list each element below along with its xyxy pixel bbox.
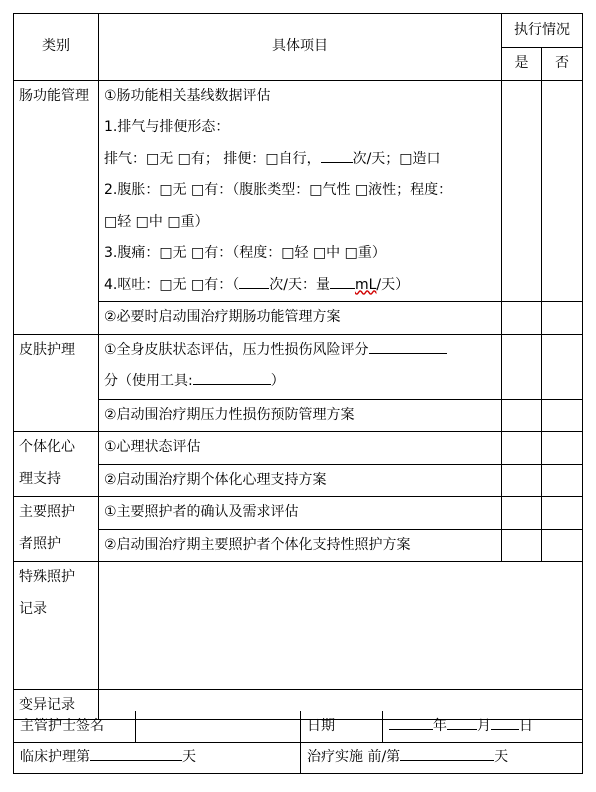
skin-plan-row	[14, 399, 583, 432]
skin-line-2a: 分（使用工具:	[104, 373, 193, 389]
bowel-plan-row	[14, 302, 583, 335]
caregiver-assessment: ①主要照护者的确认及需求评估	[99, 497, 502, 530]
bowel-line-7d: /天）	[376, 276, 410, 293]
vomit-unit: mL	[354, 276, 377, 293]
year-blank[interactable]	[389, 712, 433, 730]
header-no: 否	[542, 48, 583, 81]
psych-plan-row	[14, 464, 583, 497]
skin-assessment-cell	[99, 334, 502, 399]
pressure-risk-score-blank[interactable]	[369, 336, 447, 354]
header-execution: 执行情况	[502, 14, 583, 48]
bowel-assessment-no[interactable]	[542, 80, 583, 302]
caregiver-assessment-no[interactable]	[542, 497, 583, 530]
vomit-volume-blank[interactable]	[330, 271, 355, 289]
treatment-day-label: 治疗实施 前/第	[307, 749, 401, 765]
bowel-line-4: 2.腹胀：□无 □有：（腹胀类型：□气性 □液性；程度：	[104, 182, 453, 198]
bowel-plan-yes[interactable]	[502, 302, 542, 335]
skin-assessment-row	[14, 334, 583, 399]
bowel-line-3	[104, 144, 501, 176]
year-label: 年	[433, 718, 447, 734]
nursing-plan-table	[13, 13, 583, 720]
caregiver-plan-yes[interactable]	[502, 529, 542, 562]
bowel-plan-no[interactable]	[542, 302, 583, 335]
skin-plan: ②启动围治疗期压力性损伤预防管理方案	[99, 399, 502, 432]
nurse-signature-label: 主管护士签名	[14, 711, 136, 743]
caregiver-category-1: 主要照护	[19, 504, 75, 520]
skin-line-2b: ）	[270, 373, 285, 389]
caregiver-plan: ②启动围治疗期主要照护者个体化支持性照护方案	[99, 529, 502, 562]
day-count-row	[13, 742, 583, 774]
psych-plan: ②启动围治疗期个体化心理支持方案	[99, 464, 502, 497]
special-care-row	[14, 562, 583, 690]
month-label: 月	[477, 718, 491, 734]
special-care-category-1: 特殊照护	[19, 569, 75, 585]
bowel-line-7b: 次/天：量	[269, 276, 330, 293]
psych-category-1: 个体化心	[19, 439, 75, 455]
assessment-tool-blank[interactable]	[193, 367, 271, 385]
header-category: 类别	[14, 14, 99, 81]
special-care-category	[14, 562, 99, 690]
caregiver-assessment-row	[14, 497, 583, 530]
treatment-day-unit: 天	[494, 749, 509, 765]
special-care-category-2: 记录	[19, 600, 47, 617]
psych-assessment-row	[14, 432, 583, 465]
psych-assessment: ①心理状态评估	[99, 432, 502, 465]
treatment-day-blank[interactable]	[400, 743, 494, 761]
clinical-day-blank[interactable]	[90, 743, 182, 761]
skin-line-1	[104, 335, 501, 367]
day-label: 日	[519, 718, 533, 734]
variance-category: 变异记录	[14, 690, 99, 720]
bowel-line-6: 3.腹痛：□无 □有：（程度：□轻 □中 □重）	[104, 245, 386, 261]
bowel-line-5: □轻 □中 □重）	[104, 213, 209, 230]
psych-assessment-yes[interactable]	[502, 432, 542, 465]
date-field	[383, 711, 583, 743]
skin-assessment-yes[interactable]	[502, 334, 542, 399]
vomit-frequency-blank[interactable]	[239, 271, 269, 289]
bowel-line-3a: 排气：□无 □有； 排便：□自行，	[104, 150, 321, 167]
psych-assessment-no[interactable]	[542, 432, 583, 465]
header-row-1	[14, 14, 583, 48]
nurse-signature-field[interactable]	[136, 711, 301, 743]
psych-category	[14, 432, 99, 497]
caregiver-plan-row	[14, 529, 583, 562]
caregiver-category	[14, 497, 99, 562]
psych-plan-yes[interactable]	[502, 464, 542, 497]
skin-category: 皮肤护理	[14, 334, 99, 432]
clinical-day-unit: 天	[182, 749, 196, 765]
stool-frequency-blank[interactable]	[321, 145, 353, 163]
skin-plan-yes[interactable]	[502, 399, 542, 432]
month-blank[interactable]	[447, 712, 477, 730]
bowel-line-7	[104, 270, 501, 302]
psych-plan-no[interactable]	[542, 464, 583, 497]
bowel-plan: ②必要时启动围治疗期肠功能管理方案	[99, 302, 502, 335]
bowel-assessment-row	[14, 80, 583, 302]
header-items: 具体项目	[99, 14, 502, 81]
bowel-category: 肠功能管理	[14, 80, 99, 334]
header-yes: 是	[502, 48, 542, 81]
psych-category-2: 理支持	[19, 470, 61, 487]
treatment-day-cell	[301, 742, 583, 774]
date-label: 日期	[301, 711, 383, 743]
skin-line-2	[104, 366, 501, 398]
bowel-line-3b: 次/天；□造口	[352, 150, 441, 167]
bowel-assessment-cell	[99, 80, 502, 302]
signature-row	[13, 711, 583, 743]
clinical-day-cell	[14, 742, 301, 774]
bowel-line-7a: 4.呕吐：□无 □有：（	[104, 276, 240, 293]
clinical-day-label: 临床护理第	[20, 749, 90, 765]
skin-line-1-text: ①全身皮肤状态评估，压力性损伤风险评分	[104, 341, 369, 358]
special-care-record-field[interactable]	[99, 562, 583, 690]
bowel-line-1: ①肠功能相关基线数据评估	[104, 87, 271, 104]
caregiver-assessment-yes[interactable]	[502, 497, 542, 530]
caregiver-plan-no[interactable]	[542, 529, 583, 562]
day-blank[interactable]	[491, 712, 519, 730]
skin-assessment-no[interactable]	[542, 334, 583, 399]
caregiver-category-2: 者照护	[19, 535, 61, 552]
skin-plan-no[interactable]	[542, 399, 583, 432]
bowel-assessment-yes[interactable]	[502, 80, 542, 302]
bowel-line-2: 1.排气与排便形态：	[104, 119, 230, 135]
